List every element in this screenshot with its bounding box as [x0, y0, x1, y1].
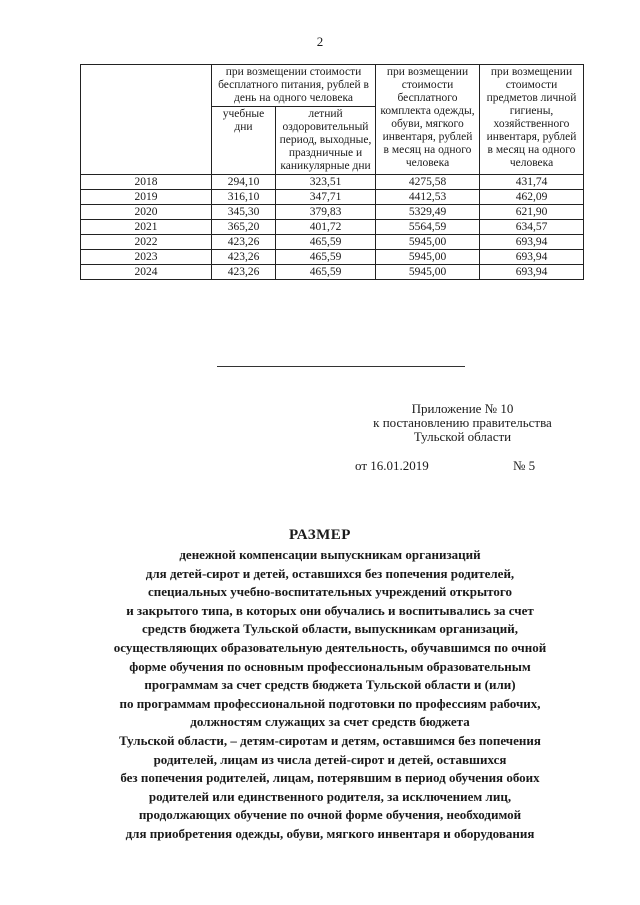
- appendix-title: Приложение № 10: [411, 401, 514, 416]
- description-line: для детей-сирот и детей, оставшихся без попечения родителей,: [145, 565, 515, 581]
- description-line: и закрытого типа, в которых они обучались и воспитывались за счет: [126, 602, 534, 618]
- holidays-cell: 347,71: [276, 190, 376, 205]
- school-days-cell: 365,20: [212, 220, 276, 235]
- clothing-cell: 4275,58: [376, 175, 480, 190]
- holidays-cell: 323,51: [276, 175, 376, 190]
- holidays-header: летний оздоровительный период, выходные, праздничные и каникулярные дни: [276, 107, 376, 175]
- school-days-cell: 423,26: [212, 265, 276, 280]
- hygiene-cell: 693,94: [480, 250, 584, 265]
- year-cell: 2021: [81, 220, 212, 235]
- description-line: денежной компенсации выпускникам организаций: [179, 547, 481, 562]
- year-cell: 2019: [81, 190, 212, 205]
- description-line: осуществляющих образовательную деятельность, обучавшимся по очной: [113, 639, 547, 655]
- description-line: форме обучения по основным профессиональным образовательным: [129, 658, 531, 674]
- table-row: [81, 175, 584, 190]
- year-header-cell: [81, 65, 212, 175]
- clothing-cell: 5945,00: [376, 250, 480, 265]
- appendix-region: Тульской области: [413, 429, 512, 444]
- description-line: без попечения родителей, лицам, потерявшим в период обучения обоих: [120, 770, 540, 786]
- decree-date: от 16.01.2019: [355, 458, 429, 473]
- hygiene-cell: 634,57: [480, 220, 584, 235]
- school-days-cell: 316,10: [212, 190, 276, 205]
- decree-line: [355, 458, 595, 474]
- year-cell: 2024: [81, 265, 212, 280]
- description-line: родителей, лицам из числа детей-сирот и детей, оставшихся: [153, 751, 507, 767]
- school-days-cell: 294,10: [212, 175, 276, 190]
- year-cell: 2020: [81, 205, 212, 220]
- description-line: Тульской области, – детям-сиротам и детям, оставшимся без попечения: [119, 732, 541, 748]
- school-days-header: учебные дни: [212, 107, 276, 175]
- holidays-cell: 465,59: [276, 265, 376, 280]
- clothing-header: при возмещении стоимости бесплатного комплекта одежды, обуви, мягкого инвентаря, рублей в месяц на одного человека: [376, 65, 480, 175]
- table-row: [81, 265, 584, 280]
- hygiene-cell: 462,09: [480, 190, 584, 205]
- hygiene-cell: 621,90: [480, 205, 584, 220]
- clothing-cell: 5945,00: [376, 235, 480, 250]
- document-description: [60, 546, 600, 844]
- year-cell: 2022: [81, 235, 212, 250]
- document-title: РАЗМЕР: [289, 527, 351, 543]
- description-line: по программам профессиональной подготовки по профессиям рабочих,: [119, 695, 541, 711]
- clothing-cell: 4412,53: [376, 190, 480, 205]
- clothing-cell: 5564,59: [376, 220, 480, 235]
- school-days-cell: 423,26: [212, 235, 276, 250]
- description-line: программам за счет средств бюджета Тульской области и (или): [144, 677, 516, 693]
- hygiene-cell: 693,94: [480, 235, 584, 250]
- table-row: [81, 190, 584, 205]
- decree-number: № 5: [513, 458, 536, 473]
- hygiene-cell: 431,74: [480, 175, 584, 190]
- description-line: средств бюджета Тульской области, выпускникам организаций,: [142, 621, 518, 637]
- separator-line: [217, 366, 465, 367]
- description-line: специальных учебно-воспитательных учреждений открытого: [148, 584, 512, 600]
- holidays-cell: 465,59: [276, 235, 376, 250]
- clothing-cell: 5945,00: [376, 265, 480, 280]
- holidays-cell: 379,83: [276, 205, 376, 220]
- appendix-subtitle: к постановлению правительства: [373, 415, 552, 430]
- year-cell: 2018: [81, 175, 212, 190]
- school-days-cell: 423,26: [212, 250, 276, 265]
- page-number: 2: [316, 34, 324, 49]
- description-line: продолжающих обучение по очной форме обучения, необходимой: [138, 807, 522, 823]
- description-line: родителей или единственного родителя, за исключением лиц,: [148, 788, 512, 804]
- hygiene-cell: 693,94: [480, 265, 584, 280]
- hygiene-header: при возмещении стоимости предметов личной гигиены, хозяйственного инвентаря, рублей в месяц на одного человека: [480, 65, 584, 175]
- appendix-block: [345, 402, 580, 444]
- year-cell: 2023: [81, 250, 212, 265]
- table-row: [81, 220, 584, 235]
- school-days-cell: 345,30: [212, 205, 276, 220]
- holidays-cell: 465,59: [276, 250, 376, 265]
- clothing-cell: 5329,49: [376, 205, 480, 220]
- table-row: [81, 250, 584, 265]
- compensation-table: [80, 64, 584, 280]
- food-header: при возмещении стоимости бесплатного питания, рублей в день на одного человека: [212, 65, 376, 107]
- holidays-cell: 401,72: [276, 220, 376, 235]
- description-line: должностям служащих за счет средств бюджета: [190, 714, 470, 730]
- description-line: для приобретения одежды, обуви, мягкого инвентаря и оборудования: [125, 825, 535, 841]
- table-row: [81, 205, 584, 220]
- table-row: [81, 235, 584, 250]
